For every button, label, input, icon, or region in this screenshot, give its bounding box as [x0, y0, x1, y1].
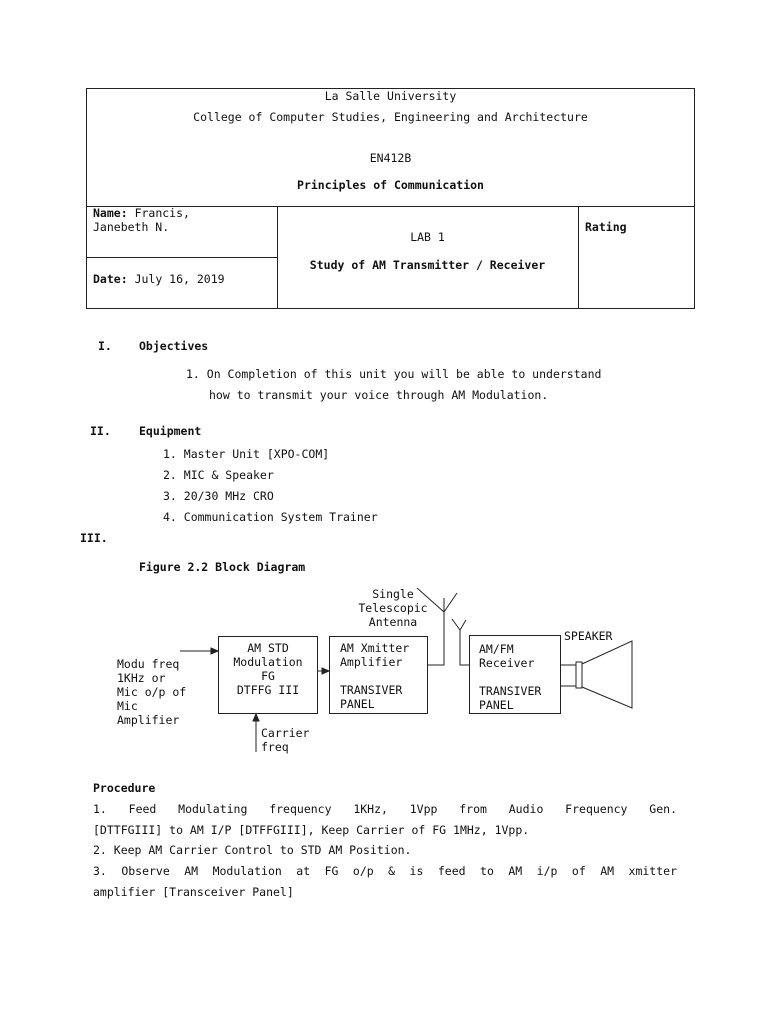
- arrow-head-icon: [253, 714, 259, 721]
- block-am-xmitter-amplifier: [329, 636, 428, 714]
- speaker-label: SPEAKER: [564, 629, 613, 643]
- list-item: 2. MIC & Speaker: [163, 468, 274, 482]
- course-code: EN412B: [369, 151, 412, 165]
- date-value: July 16, 2019: [134, 272, 225, 286]
- list-item: 3. 20/30 MHz CRO: [163, 489, 274, 503]
- course-title: Principles of Communication: [297, 178, 484, 192]
- college-name: College of Computer Studies, Engineering and Architecture: [193, 110, 588, 124]
- procedure-line: [DTTFGIII] to AM I/P [DTFFGIII], Keep Carrier of FG 1MHz, 1Vpp.: [93, 823, 530, 837]
- rx-antenna-icon: [452, 619, 460, 630]
- name-value: Francis,: [134, 206, 190, 220]
- name-value-line2: Janebeth N.: [93, 220, 170, 234]
- block-text: AM Xmitter Amplifier TRANSIVER PANEL: [340, 641, 410, 711]
- lab-title: Study of AM Transmitter / Receiver: [309, 258, 546, 272]
- objective-line-1: 1. On Completion of this unit you will be able to understand: [186, 367, 602, 381]
- objective-line-2: how to transmit your voice through AM Modulation.: [209, 388, 549, 402]
- procedure-line: 2. Keep AM Carrier Control to STD AM Position.: [93, 843, 412, 857]
- speaker-icon: [576, 662, 582, 688]
- name-label: Name:: [93, 206, 128, 220]
- procedure-line: 1. Feed Modulating frequency 1KHz, 1Vpp from Audio Frequency Gen.: [93, 802, 677, 816]
- university-name: La Salle University: [324, 89, 457, 103]
- list-item: 1. Master Unit [XPO-COM]: [163, 447, 330, 461]
- arrow-head-icon: [322, 668, 329, 674]
- section-title-objectives: Objectives: [139, 339, 209, 353]
- block-text: AM STD Modulation FG DTFFG III: [233, 641, 303, 697]
- rx-antenna-feed: [460, 630, 469, 665]
- rating-label: Rating: [585, 220, 627, 234]
- procedure-line: 3. Observe AM Modulation at FG o/p & is feed to AM i/p of AM xmitter: [93, 864, 677, 878]
- list-item: 4. Communication System Trainer: [163, 510, 378, 524]
- procedure-title: Procedure: [93, 781, 156, 795]
- figure-caption: Figure 2.2 Block Diagram: [139, 560, 306, 574]
- block-am-fm-receiver: [469, 635, 561, 714]
- block-am-std-modulation: [218, 636, 318, 714]
- antenna-label: Single Telescopic Antenna: [358, 587, 428, 629]
- section-numeral-equipment: II.: [90, 424, 111, 438]
- input-label: Modu freq 1KHz or Mic o/p of Mic Amplifier: [117, 657, 187, 727]
- date-label: Date:: [93, 272, 128, 286]
- section-numeral-objectives: I.: [98, 339, 112, 353]
- section-title-equipment: Equipment: [139, 424, 202, 438]
- arrow-head-icon: [211, 648, 218, 654]
- section-numeral-third: III.: [80, 531, 108, 545]
- carrier-label: Carrier freq: [261, 726, 310, 754]
- block-text: AM/FM Receiver TRANSIVER PANEL: [479, 642, 542, 712]
- lab-number: LAB 1: [410, 230, 445, 244]
- procedure-line: amplifier [Transceiver Panel]: [93, 885, 294, 899]
